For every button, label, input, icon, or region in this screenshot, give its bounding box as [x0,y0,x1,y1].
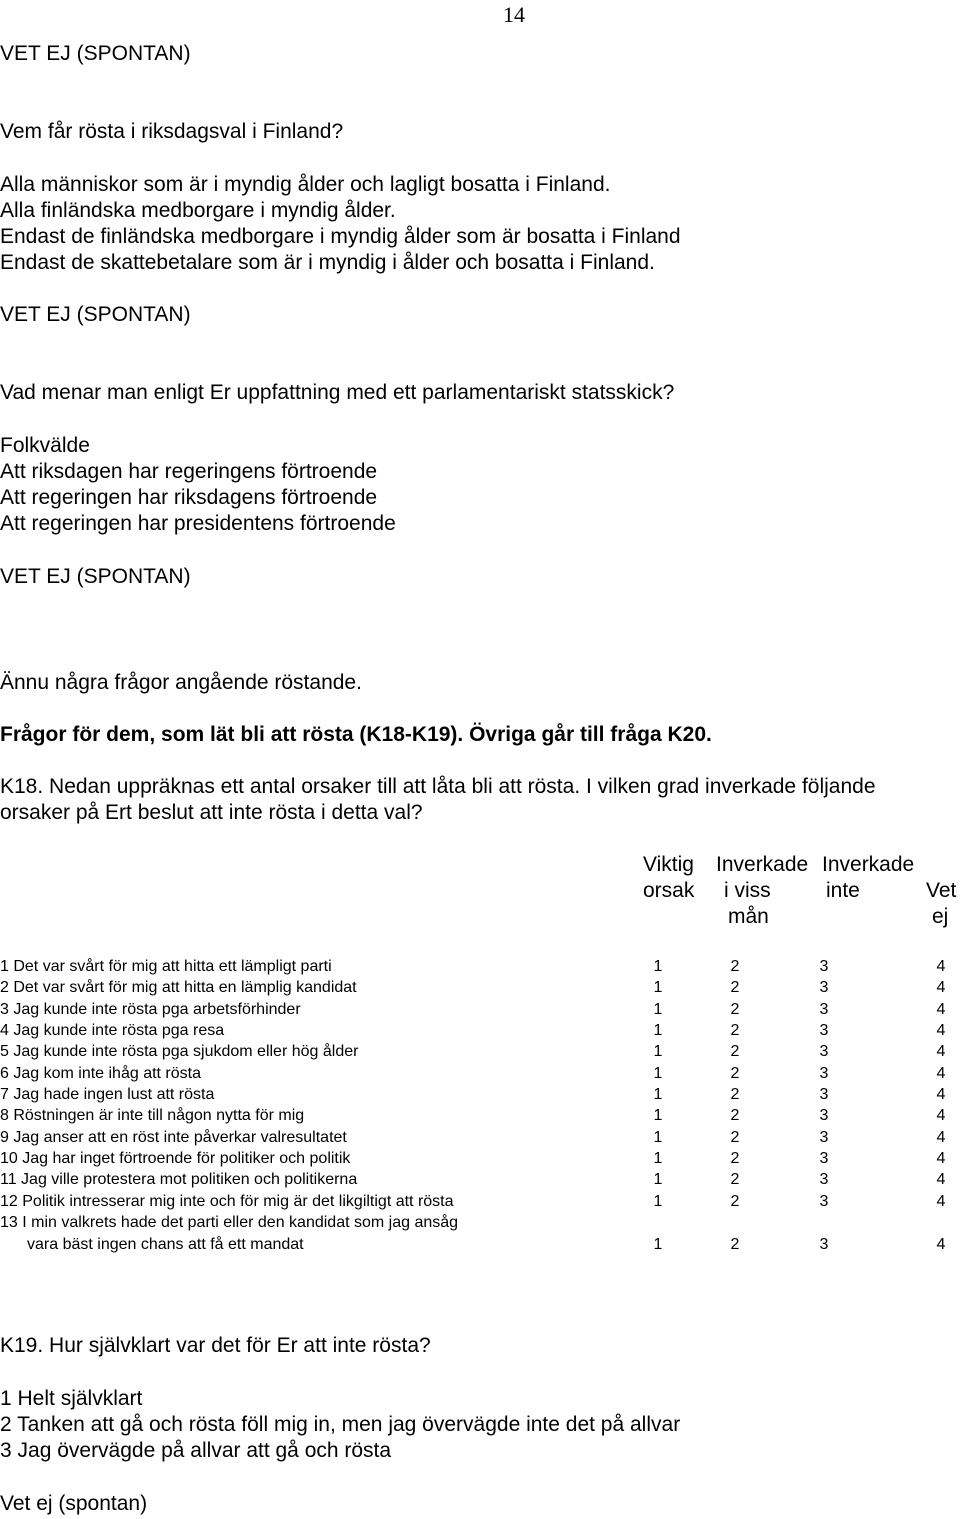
code-3[interactable]: 3 [819,1107,829,1124]
code-4[interactable]: 4 [936,1065,946,1082]
question-vote-eligibility: Vem får rösta i riksdagsval i Finland? [0,120,344,143]
code-4[interactable]: 4 [936,1001,946,1018]
code-1[interactable]: 1 [653,1043,663,1060]
column-header: orsak [643,879,695,902]
column-header: Vet [926,879,957,902]
table-row [0,999,960,1021]
code-4[interactable]: 4 [936,1022,946,1039]
code-4[interactable]: 4 [936,1129,946,1146]
code-3[interactable]: 3 [819,1236,829,1253]
table-row [0,1127,960,1149]
code-3[interactable]: 3 [819,958,829,975]
table-row [0,1212,960,1234]
code-4[interactable]: 4 [936,1086,946,1103]
question-k18-cont: orsaker på Ert beslut att inte rösta i detta val? [0,801,423,824]
dont-know-option: Vet ej (spontan) [0,1492,148,1515]
code-4[interactable]: 4 [936,1043,946,1060]
code-1[interactable]: 1 [653,1171,663,1188]
answer-option: Att riksdagen har regeringens förtroende [0,460,378,483]
column-header: Inverkade [822,853,915,876]
code-1[interactable]: 1 [653,979,663,996]
code-1[interactable]: 1 [653,1001,663,1018]
item-label: 5 Jag kunde inte rösta pga sjukdom eller hög ålder [0,1043,359,1060]
code-3[interactable]: 3 [819,1065,829,1082]
item-label: 2 Det var svårt för mig att hitta en lämplig kandidat [0,979,357,996]
question-parliamentary: Vad menar man enligt Er uppfattning med ett parlamentariskt statsskick? [0,381,675,404]
column-header: inte [826,879,860,902]
table-row [0,1169,960,1191]
code-3[interactable]: 3 [819,1171,829,1188]
code-1[interactable]: 1 [653,1150,663,1167]
item-label: 8 Röstningen är inte till någon nytta för mig [0,1107,305,1124]
item-label: 3 Jag kunde inte rösta pga arbetsförhinder [0,1001,301,1018]
column-header: ej [932,905,949,928]
column-header: Inverkade [716,853,809,876]
code-3[interactable]: 3 [819,1001,829,1018]
question-k18: K18. Nedan uppräknas ett antal orsaker till att låta bli att rösta. I vilken grad inverkade följande [0,775,876,798]
table-row [0,1084,960,1106]
code-3[interactable]: 3 [819,1129,829,1146]
code-2[interactable]: 2 [730,1001,740,1018]
answer-option: Endast de finländska medborgare i myndig ålder som är bosatta i Finland [0,225,681,248]
table-row [0,1191,960,1213]
code-3[interactable]: 3 [819,1043,829,1060]
dont-know-option: VET EJ (SPONTAN) [0,303,191,326]
code-2[interactable]: 2 [730,1107,740,1124]
answer-option: Folkvälde [0,434,90,457]
question-k19: K19. Hur självklart var det för Er att inte rösta? [0,1334,431,1357]
code-1[interactable]: 1 [653,1086,663,1103]
answer-option: 3 Jag övervägde på allvar att gå och rösta [0,1439,392,1462]
dont-know-option: VET EJ (SPONTAN) [0,565,191,588]
item-label: 7 Jag hade ingen lust att rösta [0,1086,215,1103]
code-3[interactable]: 3 [819,1150,829,1167]
code-2[interactable]: 2 [730,979,740,996]
item-label-cont: vara bäst ingen chans att få ett mandat [27,1236,304,1253]
item-label: 9 Jag anser att en röst inte påverkar valresultatet [0,1129,347,1146]
item-label: 11 Jag ville protestera mot politiken och politikerna [0,1171,358,1188]
code-2[interactable]: 2 [730,958,740,975]
code-1[interactable]: 1 [653,1022,663,1039]
filter-instruction: Frågor för dem, som lät bli att rösta (K18-K19). Övriga går till fråga K20. [0,723,712,746]
answer-option: Alla människor som är i myndig ålder och lagligt bosatta i Finland. [0,173,611,196]
column-header: Viktig [643,853,694,876]
page-number: 14 [503,2,525,27]
code-2[interactable]: 2 [730,1193,740,1210]
item-label: 12 Politik intresserar mig inte och för mig är det likgiltigt att rösta [0,1193,454,1210]
code-1[interactable]: 1 [653,1129,663,1146]
code-4[interactable]: 4 [936,1107,946,1124]
table-row [0,1041,960,1063]
table-row [0,1234,960,1256]
code-3[interactable]: 3 [819,1193,829,1210]
code-4[interactable]: 4 [936,1193,946,1210]
code-2[interactable]: 2 [730,1043,740,1060]
code-2[interactable]: 2 [730,1150,740,1167]
code-3[interactable]: 3 [819,1022,829,1039]
table-row [0,1148,960,1170]
code-4[interactable]: 4 [936,1150,946,1167]
answer-option: 1 Helt självklart [0,1387,143,1410]
code-2[interactable]: 2 [730,1022,740,1039]
answer-option: Alla finländska medborgare i myndig ålder. [0,199,396,222]
answer-option: Endast de skattebetalare som är i myndig i ålder och bosatta i Finland. [0,251,655,274]
code-3[interactable]: 3 [819,979,829,996]
code-1[interactable]: 1 [653,1065,663,1082]
table-row [0,977,960,999]
item-label: 13 I min valkrets hade det parti eller den kandidat som jag ansåg [0,1214,459,1231]
code-1[interactable]: 1 [653,958,663,975]
answer-option: 2 Tanken att gå och rösta föll mig in, men jag övervägde inte det på allvar [0,1413,681,1436]
column-header: mån [728,905,769,928]
code-1[interactable]: 1 [653,1236,663,1253]
answer-option: Att regeringen har presidentens förtroende [0,512,396,535]
code-3[interactable]: 3 [819,1086,829,1103]
item-label: 10 Jag har inget förtroende för politiker och politik [0,1150,351,1167]
intro-text: Ännu några frågor angående röstande. [0,671,362,694]
table-row [0,1063,960,1085]
code-1[interactable]: 1 [653,1193,663,1210]
code-2[interactable]: 2 [730,1086,740,1103]
code-4[interactable]: 4 [936,1171,946,1188]
answer-option: Att regeringen har riksdagens förtroende [0,486,378,509]
table-row [0,956,960,978]
code-1[interactable]: 1 [653,1107,663,1124]
column-header: i viss [724,879,771,902]
code-2[interactable]: 2 [730,1129,740,1146]
table-row [0,1020,960,1042]
code-4[interactable]: 4 [936,958,946,975]
item-label: 4 Jag kunde inte rösta pga resa [0,1022,225,1039]
table-row [0,1105,960,1127]
code-2[interactable]: 2 [730,1065,740,1082]
code-4[interactable]: 4 [936,1236,946,1253]
code-4[interactable]: 4 [936,979,946,996]
item-label: 1 Det var svårt för mig att hitta ett lämpligt parti [0,958,332,975]
code-2[interactable]: 2 [730,1236,740,1253]
dont-know-option: VET EJ (SPONTAN) [0,42,191,65]
code-2[interactable]: 2 [730,1171,740,1188]
item-label: 6 Jag kom inte ihåg att rösta [0,1065,201,1082]
